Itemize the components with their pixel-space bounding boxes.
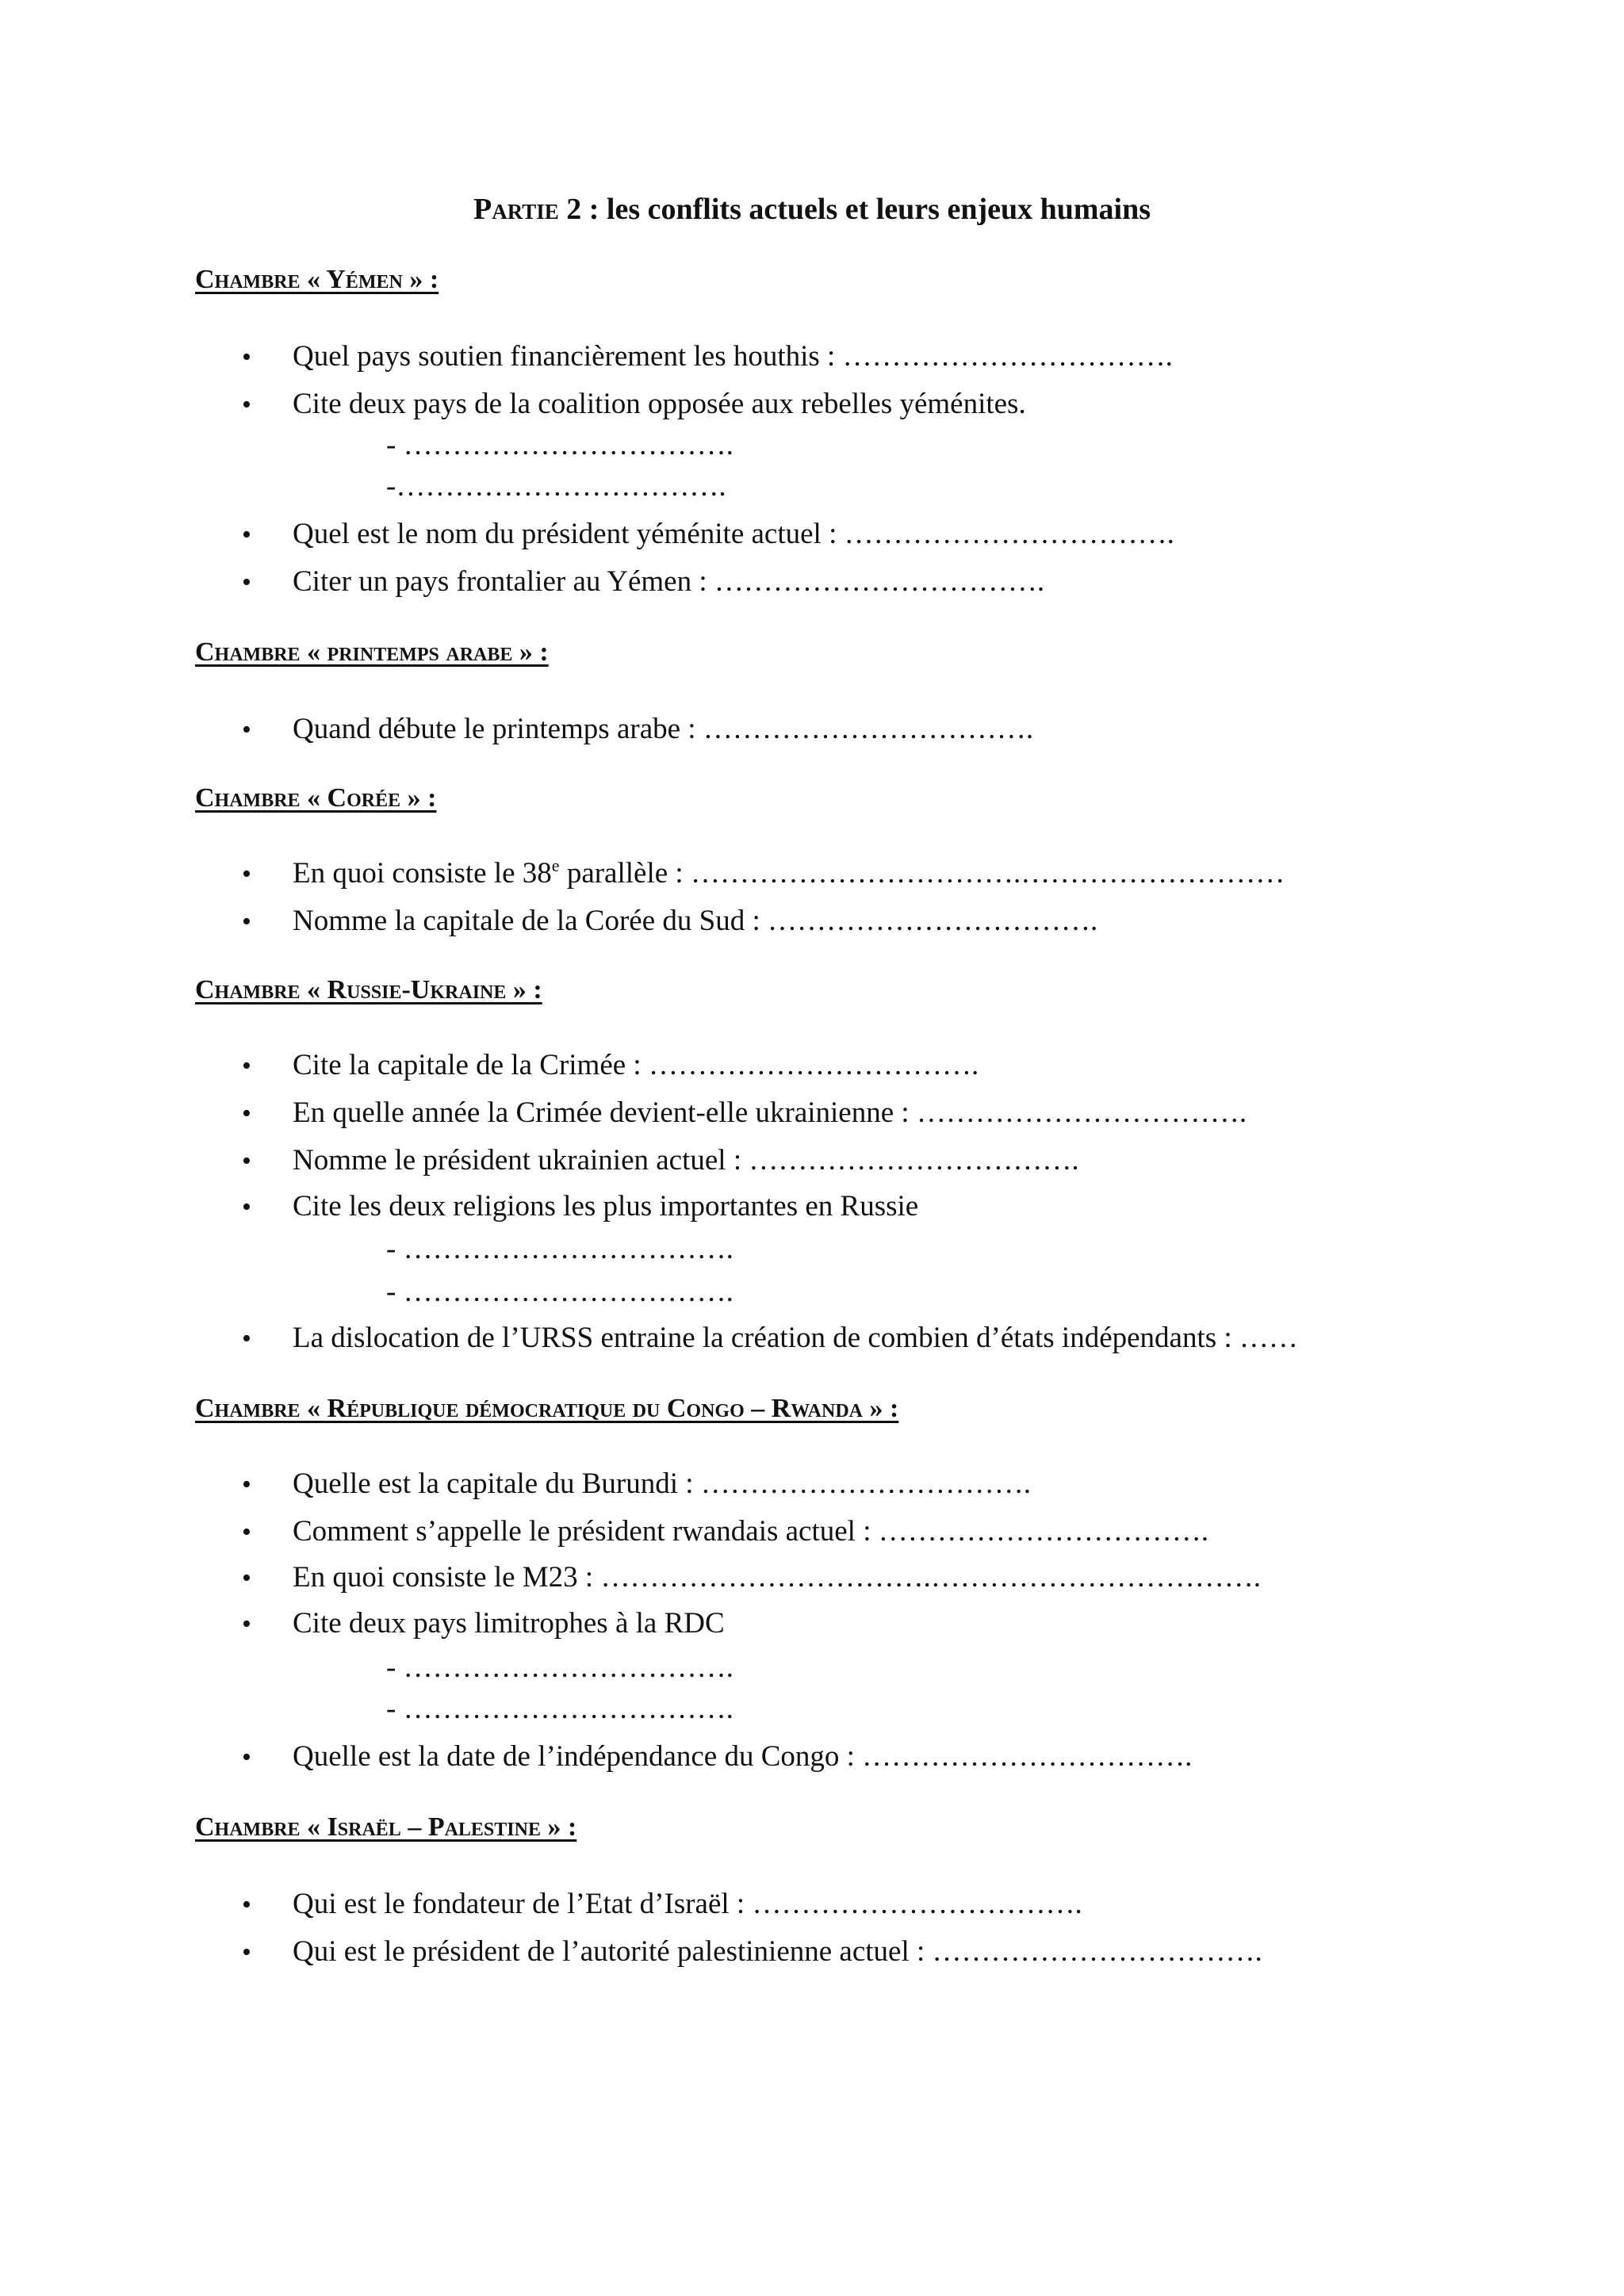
question-text: Quel est le nom du président yéménite actuel : ……………………………. bbox=[293, 518, 1174, 550]
question-coree-2 bbox=[242, 904, 1097, 938]
bullet: • bbox=[242, 1609, 251, 1639]
heading-yemen: Chambre « Yémen » : bbox=[195, 265, 439, 294]
heading-rdc-rwanda: Chambre « République démocratique du Congo – Rwanda » : bbox=[195, 1394, 899, 1423]
answer-line-yemen-2b: -……………………………. bbox=[386, 470, 726, 503]
question-text: Cite deux pays limitrophes à la RDC bbox=[293, 1607, 725, 1640]
question-yemen-4 bbox=[242, 564, 1044, 599]
bullet: • bbox=[242, 1470, 251, 1499]
question-text: En quoi consiste le 38 bbox=[293, 857, 552, 890]
question-text: En quelle année la Crimée devient-elle ukrainienne : ……………………………. bbox=[293, 1096, 1247, 1129]
bullet: • bbox=[242, 1517, 251, 1547]
question-russie-2 bbox=[242, 1096, 1247, 1130]
answer-line-congo-4b: - ……………………………. bbox=[386, 1693, 733, 1725]
answer-line-russie-4a: - ……………………………. bbox=[386, 1233, 733, 1265]
question-text: Cite les deux religions les plus importantes en Russie bbox=[293, 1190, 919, 1223]
title-rest: : les conflits actuels et leurs enjeux humains bbox=[581, 193, 1151, 226]
title-part: Partie 2 bbox=[473, 193, 582, 226]
question-yemen-3 bbox=[242, 517, 1174, 551]
bullet: • bbox=[242, 342, 251, 372]
question-text: La dislocation de l’URSS entraine la création de combien d’états indépendants : …… bbox=[293, 1322, 1298, 1354]
question-congo-4 bbox=[242, 1606, 725, 1640]
question-text: Qui est le fondateur de l’Etat d’Israël : ……………………………. bbox=[293, 1888, 1082, 1920]
heading-israel-palestine: Chambre « Israël – Palestine » : bbox=[195, 1812, 577, 1842]
bullet: • bbox=[242, 1192, 251, 1222]
bullet: • bbox=[242, 568, 251, 597]
question-text: Quelle est la capitale du Burundi : ……………………………. bbox=[293, 1468, 1032, 1500]
question-text: Qui est le président de l’autorité palestinienne actuel : ……………………………. bbox=[293, 1935, 1262, 1968]
question-yemen-1 bbox=[242, 339, 1173, 373]
question-text: Quel pays soutien financièrement les houthis : ……………………………. bbox=[293, 340, 1173, 373]
question-text: Nomme la capitale de la Corée du Sud : ……………………………. bbox=[293, 905, 1098, 937]
question-congo-2 bbox=[242, 1514, 1208, 1548]
question-text: Quelle est la date de l’indépendance du Congo : ……………………………. bbox=[293, 1740, 1193, 1773]
question-russie-3 bbox=[242, 1143, 1079, 1177]
answer-line-yemen-2a: - ……………………………. bbox=[386, 429, 733, 461]
question-text: En quoi consiste le M23 : …………………………….……………………………. bbox=[293, 1561, 1261, 1594]
question-russie-4 bbox=[242, 1189, 918, 1223]
question-text: parallèle : …………………………….……………………… bbox=[559, 857, 1285, 890]
question-israel-1 bbox=[242, 1887, 1082, 1921]
question-yemen-2 bbox=[242, 387, 1026, 421]
bullet: • bbox=[242, 1938, 251, 1967]
bullet: • bbox=[242, 1051, 251, 1081]
bullet: • bbox=[242, 1890, 251, 1919]
bullet: • bbox=[242, 1563, 251, 1593]
heading-printemps-arabe: Chambre « printemps arabe » : bbox=[195, 637, 549, 667]
question-text: Quand débute le printemps arabe : ……………………………. bbox=[293, 713, 1034, 745]
bullet: • bbox=[242, 1099, 251, 1128]
question-congo-3 bbox=[242, 1560, 1261, 1594]
bullet: • bbox=[242, 1324, 251, 1353]
answer-line-congo-4a: - ……………………………. bbox=[386, 1651, 733, 1684]
question-russie-5 bbox=[242, 1321, 1298, 1355]
bullet: • bbox=[242, 715, 251, 744]
question-text: Comment s’appelle le président rwandais actuel : ……………………………. bbox=[293, 1515, 1208, 1548]
bullet: • bbox=[242, 390, 251, 419]
bullet: • bbox=[242, 1743, 251, 1772]
question-israel-2 bbox=[242, 1934, 1262, 1969]
question-text: Nomme le président ukrainien actuel : ……………………………. bbox=[293, 1144, 1079, 1177]
bullet: • bbox=[242, 520, 251, 549]
question-congo-1 bbox=[242, 1467, 1031, 1501]
question-text: Citer un pays frontalier au Yémen : ……………………………. bbox=[293, 565, 1045, 598]
page-title bbox=[0, 192, 1624, 227]
question-text: Cite la capitale de la Crimée : ……………………………. bbox=[293, 1049, 979, 1081]
question-printemps-1 bbox=[242, 712, 1033, 746]
answer-line-russie-4b: - ……………………………. bbox=[386, 1276, 733, 1308]
ordinal-suffix: e bbox=[551, 855, 560, 875]
bullet: • bbox=[242, 859, 251, 889]
bullet: • bbox=[242, 1146, 251, 1176]
question-text: Cite deux pays de la coalition opposée aux rebelles yéménites. bbox=[293, 388, 1026, 420]
question-russie-1 bbox=[242, 1048, 979, 1082]
heading-russie-ukraine: Chambre « Russie-Ukraine » : bbox=[195, 975, 542, 1004]
question-coree-1 bbox=[242, 856, 1285, 890]
question-congo-5 bbox=[242, 1739, 1192, 1774]
heading-coree: Chambre « Corée » : bbox=[195, 783, 437, 813]
bullet: • bbox=[242, 907, 251, 936]
